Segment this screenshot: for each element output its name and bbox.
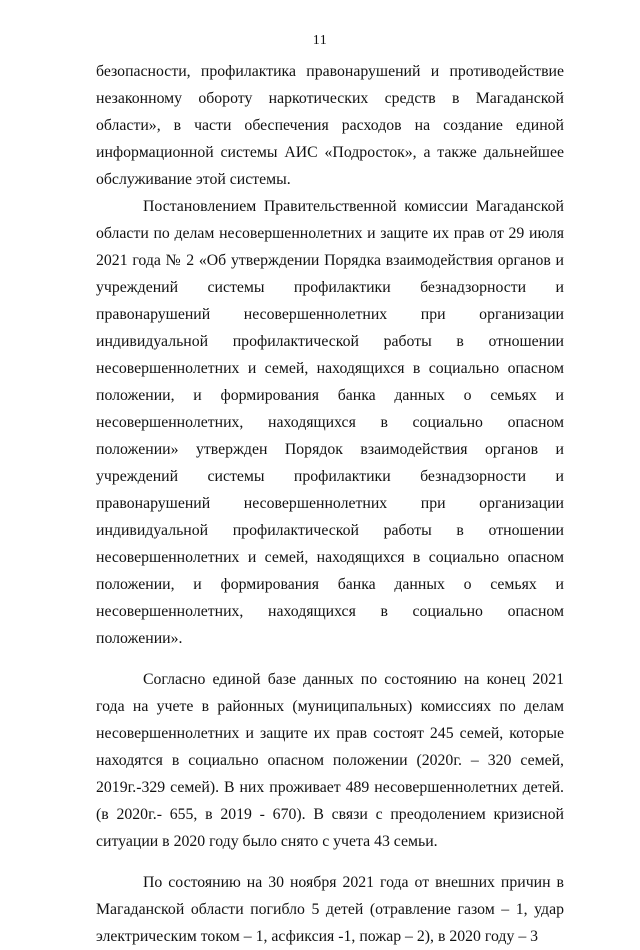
paragraph-3: Согласно единой базе данных по состоянию на конец 2021 года на учете в районных (муниципальных) комиссиях по делам несовершеннолетних и защите их прав состоят 245 семей, которые находятся в социально опасном положении (2020г. – 320 семей, 2019г.-329 семей). В них проживает 489 несовершеннолетних детей. (в 2020г.- 655, в 2019 - 670). В связи с преодолением кризисной ситуации в 2020 году было снято с учета 43 семьи. (96, 671, 564, 850)
paragraph-2: Постановлением Правительственной комиссии Магаданской области по делам несовершеннолетних и защите их прав от 29 июля 2021 года № 2 «Об утверждении Порядка взаимодействия органов и учреждений системы профилактики безнадзорности и правонарушений несовершеннолетних при организации индивидуальной профилактической работы в отношении несовершеннолетних и семей, находящихся в социально опасном положении, и формирования банка данных о семьях и несовершеннолетних, находящихся в социально опасном положении» утвержден Порядок взаимодействия органов и учреждений системы профилактики безнадзорности и правонарушений несовершеннолетних при организации индивидуальной профилактической работы в отношении несовершеннолетних и семей, находящихся в социально опасном положении, и формирования банка данных о семьях и несовершеннолетних, находящихся в социально опасном положении». (96, 198, 564, 647)
document-body (96, 58, 564, 950)
paragraph-4: По состоянию на 30 ноября 2021 года от внешних причин в Магаданской области погибло 5 детей (отравление газом – 1, удар электрическим током – 1, асфиксия -1, пожар – 2), в 2020 году – 3 (96, 874, 564, 945)
paragraph-1: безопасности, профилактика правонарушений и противодействие незаконному обороту наркотических средств в Магаданской области», в части обеспечения расходов на создание единой информационной системы АИС «Подросток», а также дальнейшее обслуживание этой системы. (96, 63, 564, 188)
page-number: 11 (312, 33, 328, 48)
